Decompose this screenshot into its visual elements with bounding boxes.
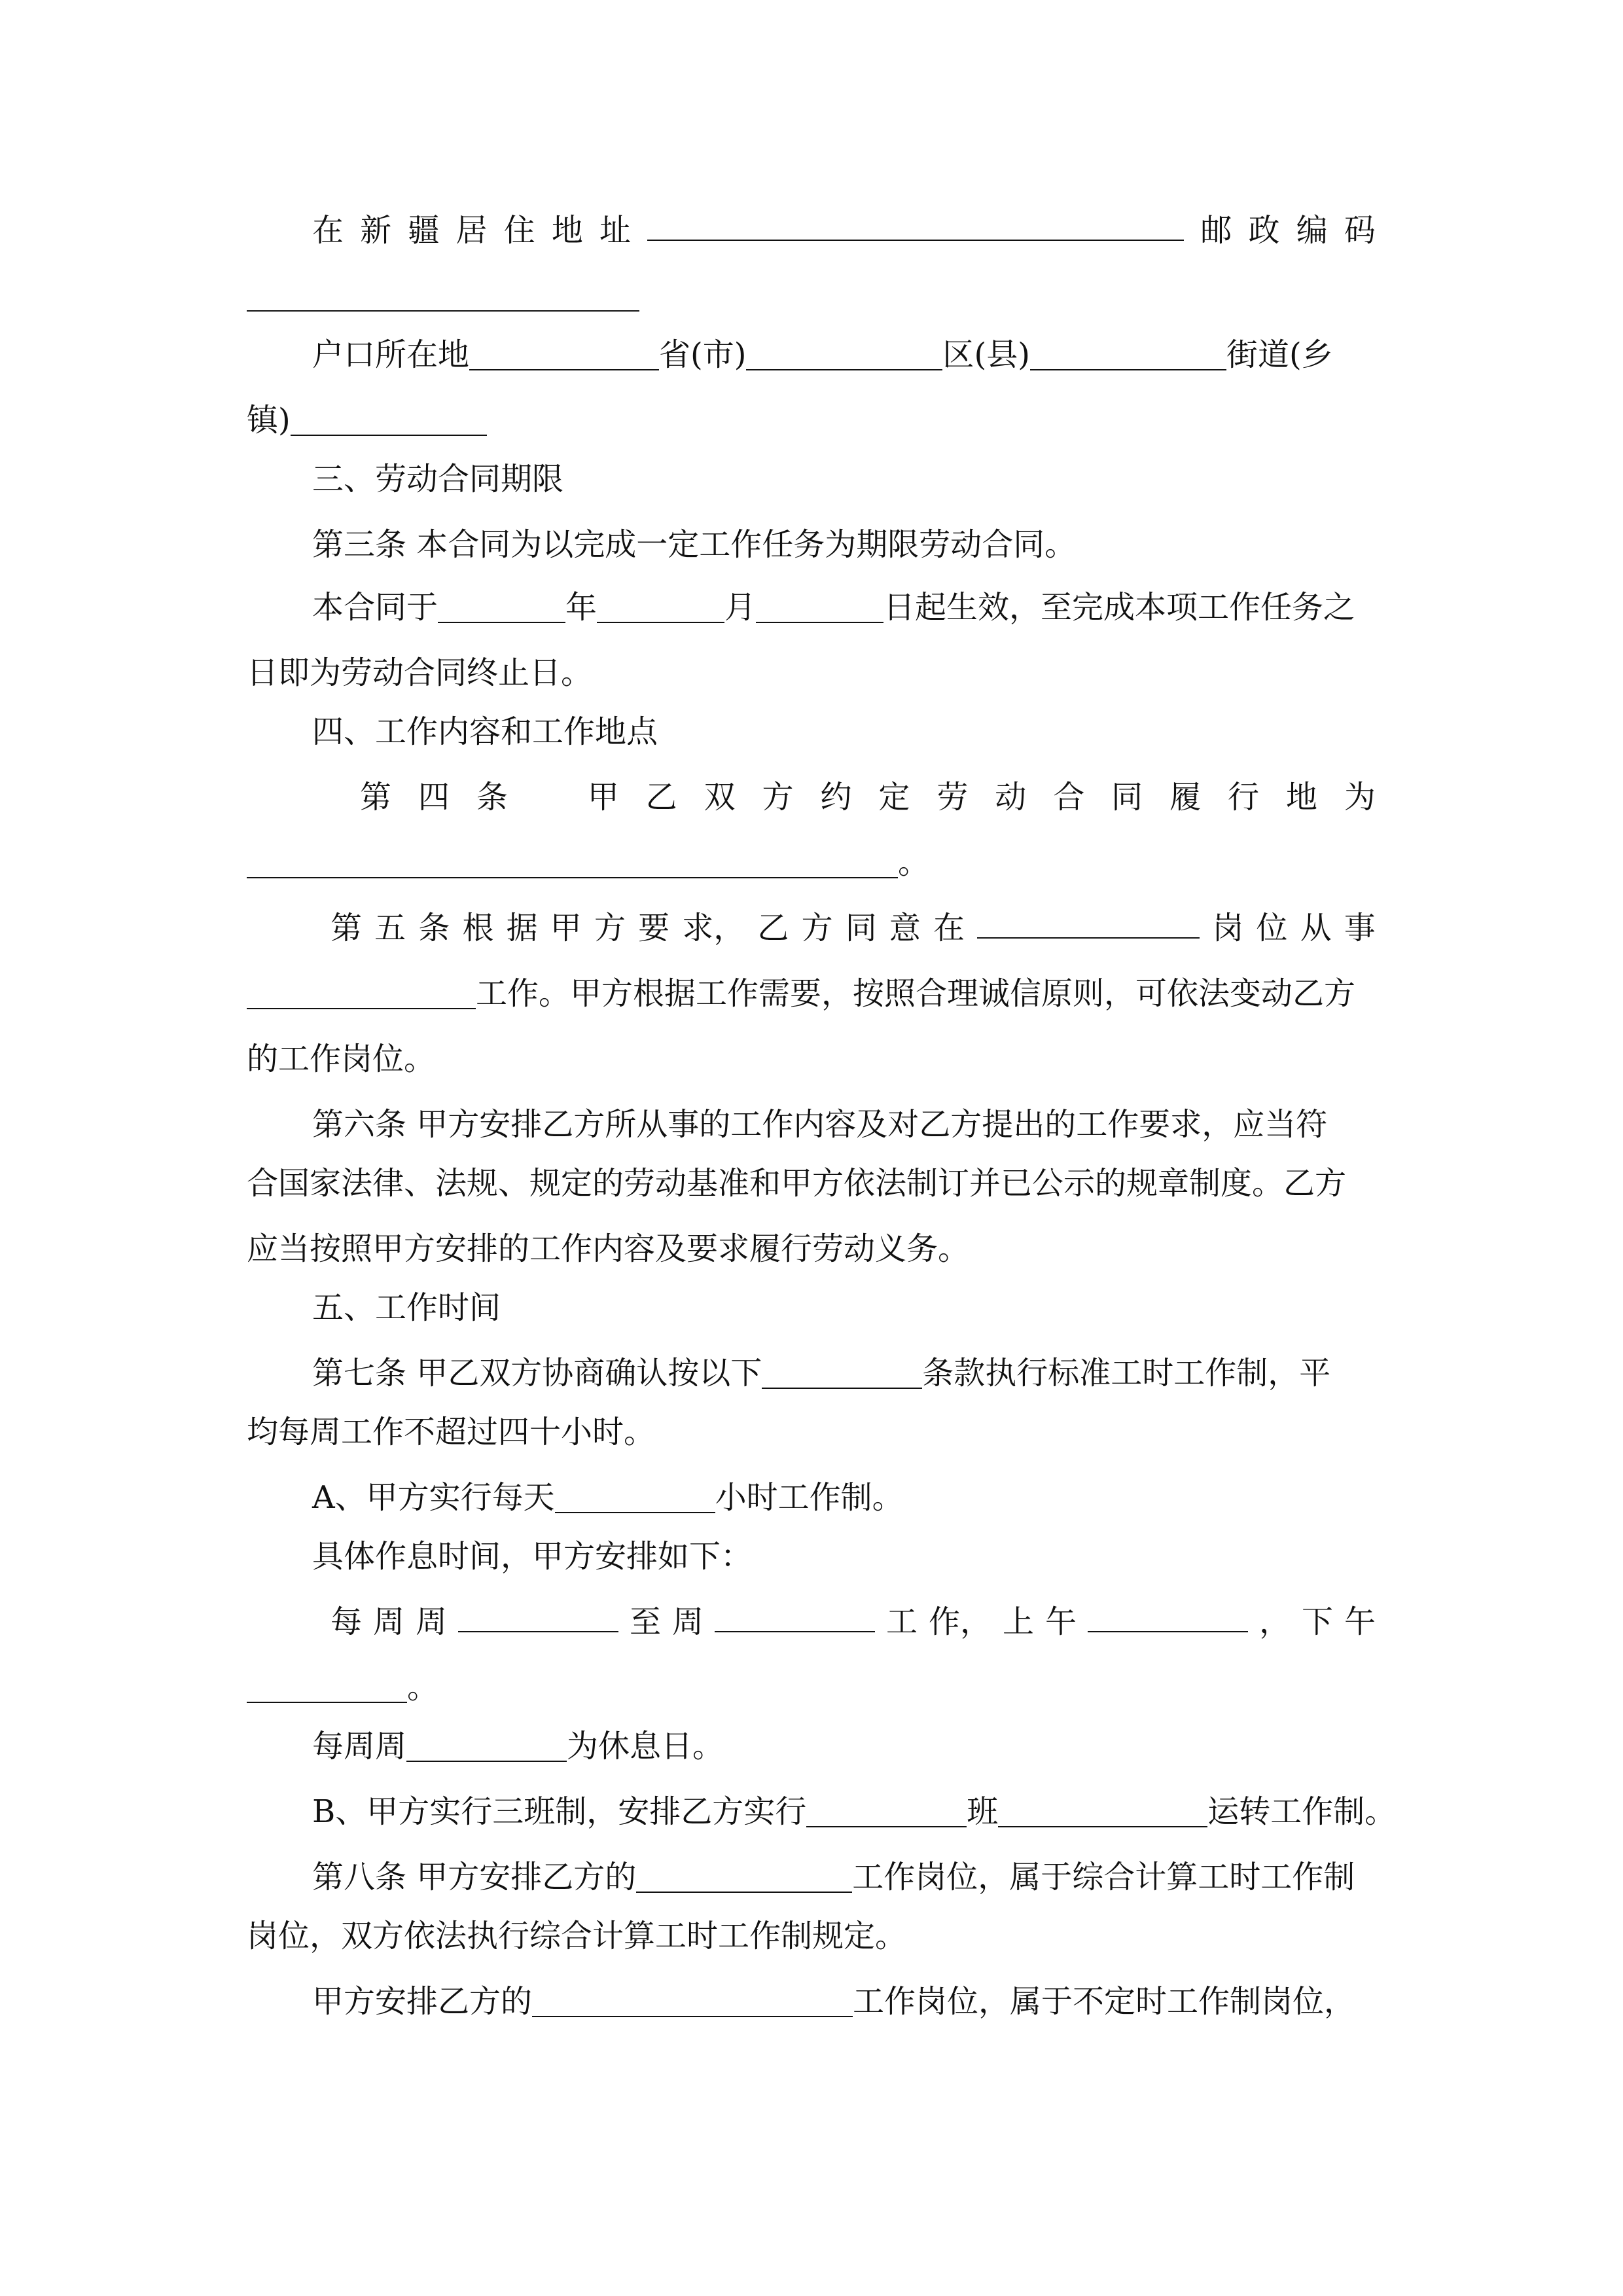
- text: 周: [671, 1604, 704, 1640]
- text: 月: [724, 589, 757, 626]
- job-blank[interactable]: [247, 977, 476, 1009]
- text: 动: [995, 779, 1027, 816]
- text: 甲: [587, 779, 619, 816]
- job-position-line: 的工作岗位。: [247, 1041, 436, 1077]
- text: 疆: [408, 212, 440, 249]
- day-blank[interactable]: [756, 590, 883, 623]
- text: 据: [506, 910, 538, 946]
- rotation-blank[interactable]: [998, 1795, 1207, 1827]
- text: 方: [762, 779, 794, 816]
- text: 第: [330, 910, 363, 946]
- rest-day-blank[interactable]: [406, 1729, 567, 1762]
- text: 日起生效，至完成本项工作任务之: [883, 589, 1355, 626]
- text: 工作。甲方根据工作需要，按照合理诚信原则，可依法变动乙方: [476, 975, 1356, 1012]
- text: 户口所在地: [312, 336, 470, 373]
- text: 条: [476, 779, 508, 816]
- text: 在: [312, 212, 344, 249]
- residence-address-line: [312, 201, 1376, 260]
- text: 班: [967, 1793, 999, 1830]
- street-blank[interactable]: [1030, 338, 1226, 370]
- text: A、甲方实行每天: [312, 1479, 555, 1516]
- text: 至: [629, 1604, 661, 1640]
- text: 同: [845, 910, 877, 946]
- province-blank[interactable]: [469, 338, 659, 370]
- text: 求，: [682, 910, 745, 946]
- section-heading-4: 四、工作内容和工作地点: [312, 713, 658, 750]
- work-location-line: [247, 833, 1376, 892]
- text: 政: [1248, 212, 1280, 249]
- text: 邮: [1200, 212, 1232, 249]
- text: 年: [565, 589, 597, 626]
- text: 本合同于: [312, 589, 438, 626]
- text: 约: [820, 779, 852, 816]
- section-heading-3: 三、劳动合同期限: [312, 461, 564, 497]
- option-b-line: [312, 1782, 1397, 1841]
- text: 劳: [936, 779, 969, 816]
- text: 编: [1296, 212, 1328, 249]
- text: 方: [594, 910, 626, 946]
- option-a-line: [312, 1468, 1376, 1527]
- postal-code-blank[interactable]: [247, 279, 639, 312]
- text: 履: [1169, 779, 1202, 816]
- text: 址: [599, 212, 632, 249]
- text: 第八条 甲方安排乙方的: [312, 1859, 637, 1895]
- text: 双: [704, 779, 736, 816]
- text: 岗: [1212, 910, 1244, 946]
- text: 方: [801, 910, 833, 946]
- comprehensive-hours-line: 岗位，双方依法执行综合计算工时工作制规定。: [247, 1918, 907, 1954]
- text: 。: [898, 844, 930, 881]
- flexible-position-blank[interactable]: [532, 1984, 853, 2017]
- effective-date-line: [312, 578, 1376, 637]
- work-location-blank[interactable]: [247, 846, 898, 878]
- flexible-hours-line: [312, 1972, 1376, 2031]
- text: 小时工作制。: [715, 1479, 904, 1516]
- text: 省(市): [659, 336, 747, 373]
- text: 下: [1301, 1604, 1333, 1640]
- text: 乙: [645, 779, 677, 816]
- text: 每周周: [312, 1728, 407, 1765]
- text: 每: [330, 1604, 363, 1640]
- text: 条: [418, 910, 450, 946]
- position-blank[interactable]: [977, 906, 1200, 939]
- text: 从: [1300, 910, 1332, 946]
- rest-day-line: [312, 1717, 1376, 1776]
- text: 地: [1285, 779, 1317, 816]
- article-7-line: [312, 1344, 1376, 1403]
- text: 定: [878, 779, 910, 816]
- text: 甲: [550, 910, 582, 946]
- township-blank[interactable]: [291, 403, 487, 436]
- text: 镇): [247, 402, 291, 439]
- text: 五: [374, 910, 406, 946]
- text: 第七条 甲乙双方协商确认按以下: [312, 1355, 762, 1391]
- article-6-line-1: 第六条 甲方安排乙方所从事的工作内容及对乙方提出的工作要求，应当符: [312, 1106, 1328, 1143]
- article-6-line-2: 合国家法律、法规、规定的劳动基准和甲方依法制订并已公示的规章制度。乙方: [247, 1165, 1347, 1202]
- text: 工作岗位，属于不定时工作制岗位，: [853, 1983, 1356, 2020]
- text: 工作岗位，属于综合计算工时工作制: [852, 1859, 1355, 1895]
- comprehensive-position-blank[interactable]: [636, 1860, 852, 1893]
- text: 上: [1002, 1604, 1034, 1640]
- text: 居: [455, 212, 488, 249]
- text: 作，: [928, 1604, 991, 1640]
- text: 位: [1256, 910, 1288, 946]
- text: 码: [1344, 212, 1376, 249]
- text: B、甲方实行三班制，安排乙方实行: [312, 1793, 807, 1830]
- text: ，: [1258, 1604, 1291, 1640]
- text: 条款执行标准工时工作制，平: [922, 1355, 1331, 1391]
- text: 在: [933, 910, 965, 946]
- article-6-line-3: 应当按照甲方安排的工作内容及要求履行劳动义务。: [247, 1230, 970, 1267]
- text: 根: [462, 910, 494, 946]
- household-registration-line: [312, 325, 1376, 384]
- work-schedule-line: [330, 1592, 1376, 1651]
- address-blank[interactable]: [647, 208, 1184, 241]
- text: 为休息日。: [567, 1728, 724, 1765]
- text: 事: [1344, 910, 1376, 946]
- text: 意: [889, 910, 921, 946]
- daily-hours-blank[interactable]: [555, 1480, 715, 1513]
- text: 运转工作制。: [1207, 1793, 1397, 1830]
- text: 合: [1053, 779, 1085, 816]
- postal-code-line: [247, 266, 1376, 325]
- text: 新: [360, 212, 392, 249]
- clause-blank[interactable]: [762, 1356, 922, 1389]
- section-heading-5: 五、工作时间: [312, 1289, 501, 1326]
- article-3: 第三条 本合同为以完成一定工作任务为期限劳动合同。: [312, 526, 1077, 563]
- weekly-hours-line: 均每周工作不超过四十小时。: [247, 1414, 656, 1450]
- text: 同: [1111, 779, 1143, 816]
- afternoon-hours-blank[interactable]: [247, 1670, 407, 1703]
- text: 行: [1228, 779, 1260, 816]
- text: 要: [638, 910, 670, 946]
- text: 午: [1044, 1604, 1077, 1640]
- text: 周: [373, 1604, 405, 1640]
- text: 为: [1344, 779, 1376, 816]
- text: 。: [407, 1669, 439, 1706]
- text: 四: [418, 779, 450, 816]
- text: 区(县): [942, 336, 1030, 373]
- text: 周: [416, 1604, 448, 1640]
- text: 住: [503, 212, 535, 249]
- district-blank[interactable]: [746, 338, 942, 370]
- text: 甲方安排乙方的: [312, 1983, 533, 2020]
- text: 乙: [757, 910, 789, 946]
- text: 街道(乡: [1226, 336, 1333, 373]
- text: 工: [885, 1604, 918, 1640]
- end-weekday-blank[interactable]: [715, 1600, 875, 1632]
- article-8-line: [312, 1848, 1376, 1907]
- year-blank[interactable]: [438, 590, 565, 623]
- text: 午: [1344, 1604, 1376, 1640]
- start-weekday-blank[interactable]: [458, 1600, 618, 1632]
- text: 第: [360, 779, 392, 816]
- rest-schedule-intro: 具体作息时间，甲方安排如下：: [312, 1538, 753, 1575]
- afternoon-hours-line: [247, 1658, 1376, 1717]
- article-4-line: [360, 768, 1376, 827]
- township-line: [247, 391, 1376, 450]
- job-duty-line: [247, 964, 1376, 1023]
- month-blank[interactable]: [597, 590, 724, 623]
- shift-blank[interactable]: [806, 1795, 967, 1827]
- article-5-line: [330, 899, 1376, 958]
- morning-hours-blank[interactable]: [1088, 1600, 1248, 1632]
- termination-line: 日即为劳动合同终止日。: [247, 655, 593, 691]
- text: 地: [551, 212, 583, 249]
